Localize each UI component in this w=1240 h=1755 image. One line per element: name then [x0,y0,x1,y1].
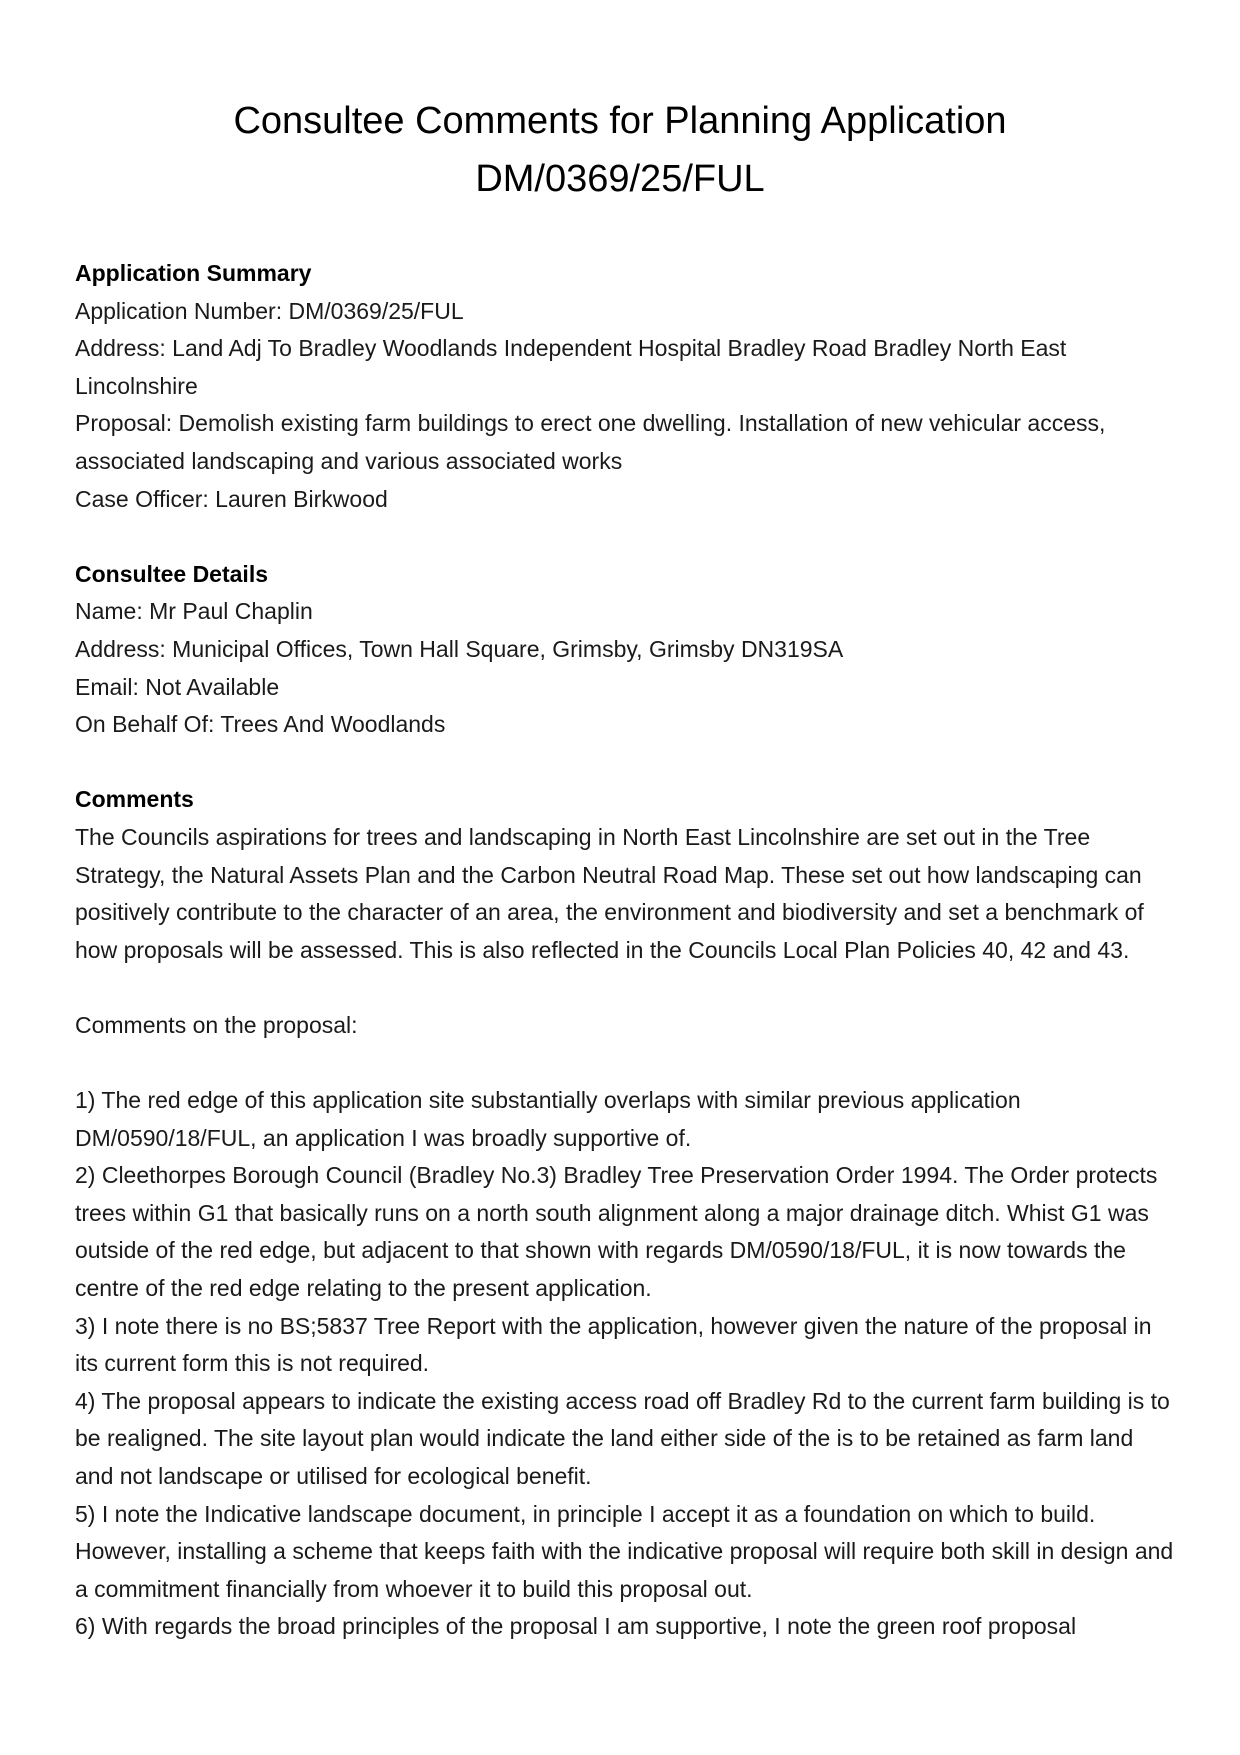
case-officer: Case Officer: Lauren Birkwood [75,485,388,512]
section-spacer [75,518,1175,556]
comments-section [75,781,1175,1646]
comment-point-2: 2) Cleethorpes Borough Council (Bradley No.3) Bradley Tree Preservation Order 1994. The Order protects trees within G1 that basically runs on a north south alignment along a major drainage ditch. Whist G1 was outside of the red edge, but adjacent to that shown with regards DM/0590/18/FUL, it is now towards the centre of the red edge relating to the present application. [75,1162,1158,1302]
paragraph-spacer [75,969,1175,1007]
comment-point-5: 5) I note the Indicative landscape document, in principle I accept it as a foundation on which to build. However, installing a scheme that keeps faith with the indicative proposal will require both skill in design and a commitment financially from whoever it to build this proposal out. [75,1500,1174,1602]
application-summary-section [75,255,1175,518]
site-address: Address: Land Adj To Bradley Woodlands Independent Hospital Bradley Road Bradley North East Lincolnshire [75,335,1067,399]
application-summary-heading: Application Summary [75,260,312,286]
title-line-2: DM/0369/25/FUL [475,158,765,200]
application-number: Application Number: DM/0369/25/FUL [75,297,464,324]
page-title [0,92,1240,208]
comments-heading: Comments [75,786,194,813]
paragraph-spacer [75,1044,1175,1082]
comment-point-3: 3) I note there is no BS;5837 Tree Report with the application, however given the nature of the proposal in its current form this is not required. [75,1312,1152,1377]
comment-point-1: 1) The red edge of this application site substantially overlaps with similar previous application DM/0590/18/FUL, an application I was broadly supportive of. [75,1087,1021,1151]
title-line-1: Consultee Comments for Planning Application [233,100,1007,142]
consultee-on-behalf-of: On Behalf Of: Trees And Woodlands [75,711,446,738]
consultee-email: Email: Not Available [75,673,280,700]
consultee-details-section [75,556,1175,744]
comments-proposal-lead: Comments on the proposal: [75,1011,358,1038]
comments-intro-paragraph: The Councils aspirations for trees and landscaping in North East Lincolnshire are set out in the Tree Strategy, the Natural Assets Plan and the Carbon Neutral Road Map. These set out how landscaping can positively contribute to the character of an area, the environment and biodiversity and set a benchmark of how proposals will be assessed. This is also reflected in the Councils Local Plan Policies 40, 42 and 43. [75,823,1144,963]
section-spacer [75,744,1175,782]
document-body [75,255,1175,1646]
proposal-description: Proposal: Demolish existing farm buildings to erect one dwelling. Installation of new vehicular access, associated landscaping and various associated works [75,410,1106,474]
comment-point-4: 4) The proposal appears to indicate the existing access road off Bradley Rd to the current farm building is to be realigned. The site layout plan would indicate the land either side of the is to be retained as farm land and not landscape or utilised for ecological benefit. [75,1387,1170,1489]
consultee-address: Address: Municipal Offices, Town Hall Square, Grimsby, Grimsby DN319SA [75,635,844,662]
comment-point-6: 6) With regards the broad principles of the proposal I am supportive, I note the green roof proposal [75,1613,1077,1640]
consultee-name: Name: Mr Paul Chaplin [75,598,313,625]
consultee-details-heading: Consultee Details [75,560,268,587]
